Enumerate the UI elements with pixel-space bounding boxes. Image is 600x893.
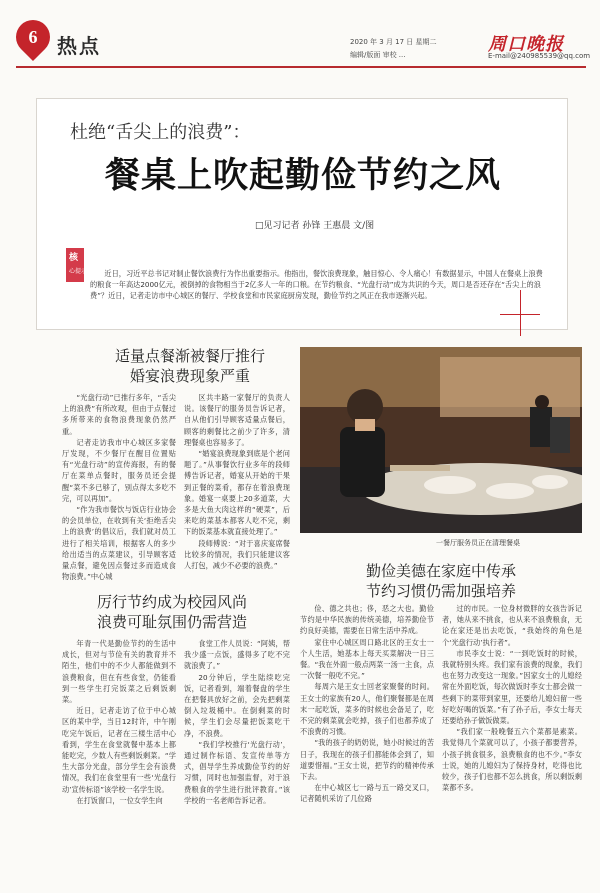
section1-headline-line2: 婚宴浪费现象严重 xyxy=(129,367,250,385)
page-number: 6 xyxy=(28,27,38,47)
paragraph: “光盘行动”已推行多年，“舌尖上的浪费”有所改观，但由于点餐过多所带来的食物浪费现象仍然严重。 xyxy=(62,393,176,436)
photo-caption: 一餐厅服务员正在清理餐桌 xyxy=(436,539,520,547)
paragraph: 记者走访我市中心城区多家餐厅发现，不少餐厅在醒目位置贴有“光盘行动”的宣传海报，有的餐厅在菜单点餐时，服务员还会提醒“菜不多已够了，别点得太多吃不完，可以再加”。 xyxy=(62,437,176,503)
paragraph: 市民李女士说：“一到吃饭时的时候，我就特别头疼。我们家有浪费的现象，我们也在努力改变这一现象。”因家女士的儿媳经常在外面吃饭，每次做饭时李女士都会做一些剩下的菜带到家里，还要给儿媳妇留一些好吃好喝的饭菜。”有了孙子后，李女士每天还要给孙子做饭做菜。 xyxy=(442,648,582,726)
headline-subhead: 杜绝“舌尖上的浪费”： xyxy=(70,122,251,143)
section-title: 热点 xyxy=(57,34,101,58)
byline: □见习记者 孙锋 王惠晨 文/图 xyxy=(255,221,375,231)
paragraph: 每周六是王女士回老家聚餐的时间。王女士的家族有20人，他们聚餐都是在周末一起吃饭，菜多的时候也会备足了，吃不完的剩菜就会吃掉，孩子们也都养成了不浪费的习惯。 xyxy=(300,682,434,737)
paragraph: “我的孩子的奶奶说，她小时候过的苦日子，我现在的孩子们都能体会到了，知道要惜福。”王女士说，把节约的精神传承下去。 xyxy=(300,738,434,782)
paragraph: 在中心城区七一路与五一路交叉口，记者随机采访了几位路 xyxy=(300,783,434,804)
paragraph: 年青一代是勤俭节约的生活中成长，但对与节俭有关的教育并不陌生，他们中的不少人都能做到不浪费粮食，但在有些食堂，仍能看到一些学生打完饭菜之后剩饭剩菜。 xyxy=(62,639,176,705)
date-line: 2020 年 3 月 17 日 星期二 xyxy=(350,38,437,46)
section2-headline-line2: 节约习惯仍需加强培养 xyxy=(365,582,516,600)
section3-headline-line1: 厉行节约成为校园风尚 xyxy=(96,593,247,611)
paragraph: 过的市民。一位身材微胖的女孩告诉记者，她从来不挑食，也从来不浪费粮食，无论在家还是出去吃饭，“我始终的角色是个‘光盘行动’执行者”。 xyxy=(442,604,582,647)
email-address: E-mail@240985539@qq.com xyxy=(488,52,591,60)
section2-headline-line1: 勤俭美德在家庭中传承 xyxy=(365,562,516,580)
paragraph: “我们学校推行‘光盘行动’，通过制作标语、发宣传单等方式，倡导学生养成勤俭节约的好习惯，同时也加强监督，对于浪费粮食的学生进行批评教育。”该学校的一名老师告诉记者。 xyxy=(184,739,290,805)
restaurant-photo xyxy=(300,347,582,533)
section1-column-1 xyxy=(62,392,176,582)
paragraph: 近日，记者走访了位于中心城区的某中学，当日12时许，中午刚吃完午饭后，记者在三楼生活中心看到，学生在食堂就餐中基本上都能吃完，少数人有些剩饭剩菜。“学生大部分光盘，部分学生会有浪费情况，我们在食堂里有一些‘光盘行动’宣传标语”该学校一名学生说。 xyxy=(62,706,176,794)
section1-headline-line1: 适量点餐渐被餐厅推行 xyxy=(114,347,265,365)
paragraph: 食堂工作人员说：“阿姨，帮我少盛一点饭，盛得多了吃不完就浪费了。” xyxy=(184,639,290,671)
newspaper-logo: 周口晚报 xyxy=(488,34,564,55)
section1-column-2 xyxy=(184,392,290,571)
paragraph: “我们家一般晚餐五六个菜都是素菜。我觉得几个菜就可以了，小孩子都要营养，小孩子挑食很多，浪费粮食的也不少。”李女士说，她的儿媳妇为了保持身材，吃得也比较少，孩子们也都不怎么挑食，所以剩饭剩菜都不多。 xyxy=(442,727,582,793)
paragraph: “作为我市餐饮与饭店行业协会的会员单位，在收到有关‘拒绝舌尖上的浪费’的倡议后，我们就对员工进行了相关培训，根据客人的多少给出适当的点菜建议，引导顾客适量点餐，避免因点餐过多而造成食物浪费。”中心城 xyxy=(62,505,176,582)
page-header xyxy=(0,0,600,72)
core-tip-sublabel: 心提示 xyxy=(69,268,88,275)
headline-main: 餐桌上吹起勤俭节约之风 xyxy=(105,155,502,196)
section2-headline xyxy=(300,561,582,601)
section2-column-1 xyxy=(300,603,434,805)
header-rule xyxy=(16,66,586,68)
paragraph: 20分钟后，学生陆续吃完饭，记者看到，端着餐盘的学生在把餐具放好之前，会先把剩菜倒入垃圾桶中。在倒剩菜的时候，学生们会尽量把饭菜吃干净，不浪费。 xyxy=(184,672,290,738)
paragraph: 段师傅说：“对于喜庆宴席餐比较多的情况，我们只能建议客人打包，减少不必要的浪费。” xyxy=(184,538,290,571)
section3-headline-line2: 浪费可耻氛围仍需营造 xyxy=(96,613,247,631)
decor-crosshair-h xyxy=(500,314,540,315)
paragraph: 在打饭窗口，一位女学生向 xyxy=(76,795,163,805)
paragraph: 俭、德之共也；侈，恶之大也。勤俭节约是中华民族的传统美德，培养勤俭节约良好美德，需要在日常生活中养成。 xyxy=(300,604,434,636)
paragraph: 家住中心城区周口路北区的王女士一个人生活，她基本上每天买菜解决一日三餐。“我在外面一般点两菜一汤一主食，点一次餐一般吃不完。” xyxy=(300,637,434,681)
decor-crosshair-v xyxy=(520,290,521,336)
paragraph: 区共丰路一家餐厅的负责人说。该餐厅的服务员告诉记者，自从他们引导顾客适量点餐后，顾客的剩餐比之前少了许多，清理餐桌也容易多了。 xyxy=(184,393,290,447)
lead-paragraph: 近日，习近平总书记对制止餐饮浪费行为作出重要指示。他指出，餐饮浪费现象，触目惊心、令人痛心！有数据显示，中国人在餐桌上浪费的粮食一年高达2000亿元，被倒掉的食物相当于2亿多人一年的口粮。在节约粮食、“光盘行动”成为共识的今天，周口是否还存在“舌尖上的浪费”？近日，记者走访市中心城区的餐厅、学校食堂和市民家庭厨房发现，勤俭节约之风正在我市逐渐兴起。 xyxy=(90,269,543,300)
section3-column-1 xyxy=(62,638,176,806)
section1-headline xyxy=(90,346,290,386)
section2-column-2 xyxy=(442,603,582,793)
section3-headline xyxy=(62,592,282,632)
paragraph: “婚宴浪费现象到底是个老问题了。”从事餐饮行业多年的段师傅告诉记者，婚宴从开始的干果到正餐的菜肴，都存在着浪费现象。婚宴一桌要上20多道菜，大多是大鱼大肉这样的“硬菜”，后来吃的菜基本都客人吃不完，剩下的饭菜基本就直接处理了。” xyxy=(184,449,290,537)
editor-line: 编辑/版面 审校 ... xyxy=(350,51,406,59)
section3-column-2 xyxy=(184,638,290,806)
core-tip-label: 核 xyxy=(69,253,79,263)
